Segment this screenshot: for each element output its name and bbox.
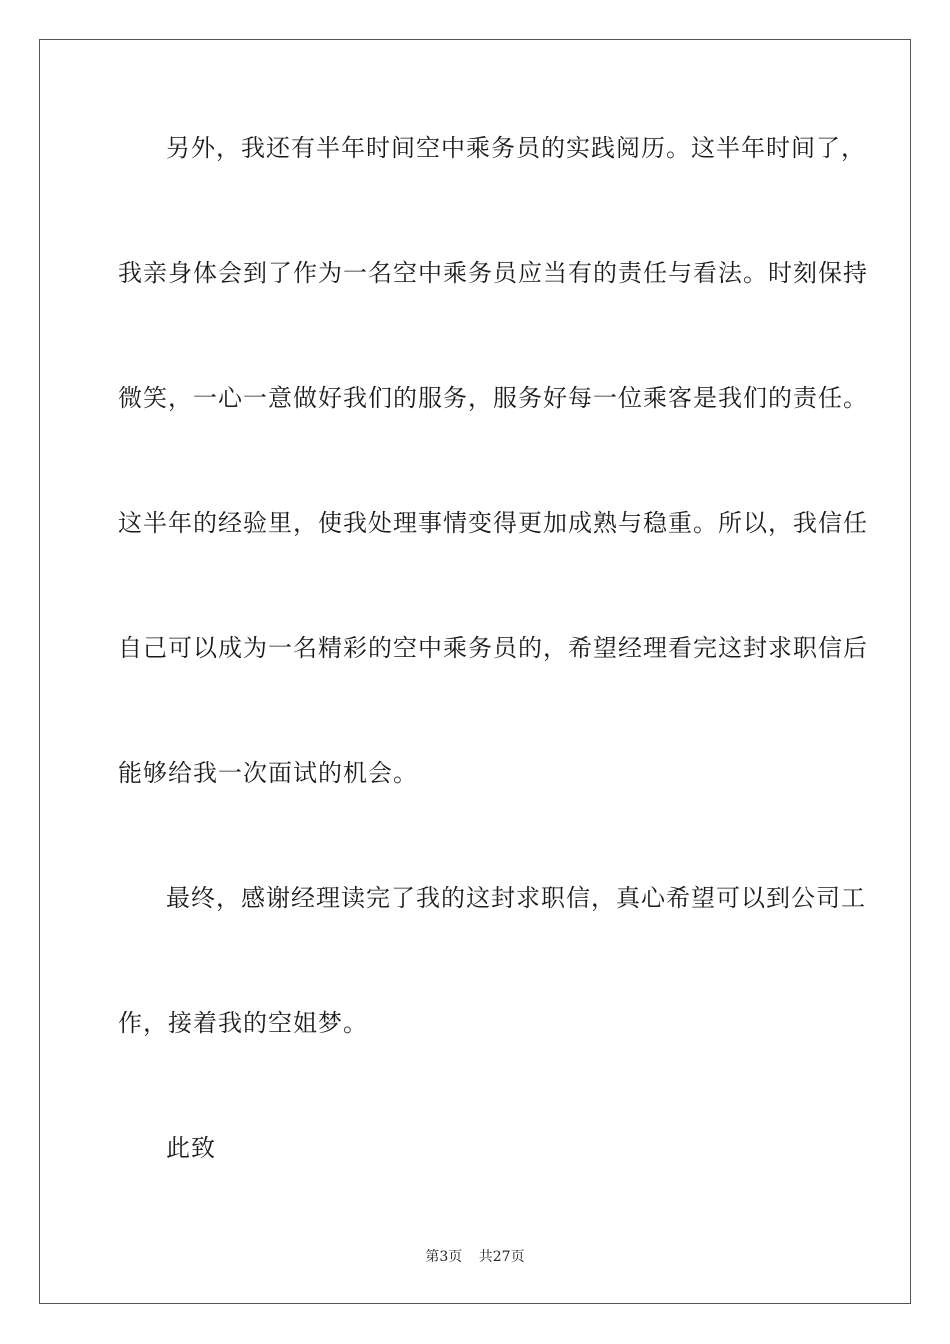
text-line: 我亲身体会到了作为一名空中乘务员应当有的责任与看法。时刻保持 [118,259,868,287]
page-border [39,39,911,1304]
text-line: 这半年的经验里，使我处理事情变得更加成熟与稳重。所以，我信任 [118,509,868,537]
text-line: 自己可以成为一名精彩的空中乘务员的，希望经理看完这封求职信后 [118,634,868,662]
text-line: 微笑，一心一意做好我们的服务，服务好每一位乘客是我们的责任。 [118,384,868,412]
page-number: 第3页 [425,1249,463,1265]
text-line: 另外，我还有半年时间空中乘务员的实践阅历。这半年时间了， [166,134,866,162]
page-footer [0,1246,950,1266]
text-line: 最终，感谢经理读完了我的这封求职信，真心希望可以到公司工 [166,884,866,912]
page-total: 共27页 [478,1249,525,1265]
text-line: 能够给我一次面试的机会。 [118,759,418,787]
text-line: 作，接着我的空姐梦。 [118,1009,368,1037]
closing-line: 此致 [166,1134,216,1162]
